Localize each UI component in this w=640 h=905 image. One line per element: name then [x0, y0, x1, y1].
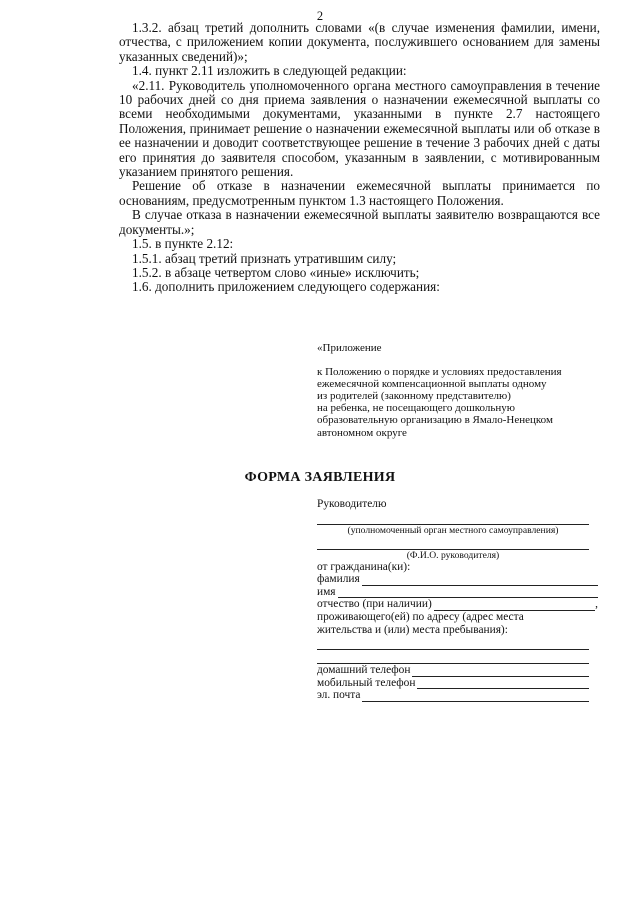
head-fio-field[interactable] [317, 540, 589, 550]
paragraph-1-4: 1.4. пункт 2.11 изложить в следующей редакции: [132, 63, 407, 79]
patronymic-field[interactable] [434, 601, 595, 611]
paragraph-1-3-2: 1.3.2. абзац третий дополнить словами «(в случае изменения фамилии, имени, отчества, с приложением копии документа, послужившего основанием для замены указанных сведений)»; [119, 20, 600, 64]
appendix-line: образовательную организацию в Ямало-Ненецком [317, 414, 553, 427]
home-phone-row [317, 664, 589, 677]
head-fio-caption: (Ф.И.О. руководителя) [406, 549, 500, 561]
appendix-line: к Положению о порядке и условиях предоставления [317, 366, 562, 379]
appendix-line: на ребенка, не посещающего дошкольную [317, 402, 515, 415]
address-field-2[interactable] [317, 654, 589, 664]
mobile-phone-row [317, 677, 589, 690]
appendix-line: ежемесячной компенсационной выплаты одному [317, 378, 547, 391]
appendix-line: из родителей (законному представителю) [317, 390, 511, 403]
patronymic-row: отчество (при наличии) , [317, 598, 598, 611]
paragraph-refusal-return: В случае отказа в назначении ежемесячной выплаты заявителю возвращаются все документы.»; [119, 207, 600, 237]
from-label: от гражданина(ки): [317, 560, 411, 573]
mobile-phone-field[interactable] [417, 679, 589, 689]
paragraph-1-5-1: 1.5.1. абзац третий признать утратившим силу; [132, 250, 397, 266]
name-field[interactable] [338, 588, 598, 598]
email-label: эл. почта [317, 689, 361, 702]
home-phone-label: домашний телефон [317, 664, 411, 677]
addressee-row [317, 498, 598, 511]
name-label: имя [317, 585, 336, 598]
from-row [317, 561, 598, 574]
organ-field[interactable] [317, 515, 589, 525]
paragraph-1-5-2: 1.5.2. в абзаце четвертом слово «иные» исключить; [132, 264, 420, 280]
paragraph-refusal-decision: Решение об отказе в назначении ежемесячной выплаты принимается по основаниям, предусмотренным пунктом 1.3 настоящего Положения. [119, 178, 600, 208]
paragraph-2-11: «2.11. Руководитель уполномоченного органа местного самоуправления в течение 10 рабочих дней со дня приема заявления о назначении ежемесячной выплаты со всеми необходимыми документами, указанными в пункте 2.7 настоящего Положения, принимает решение о назначении ежемесячной выплаты или об отказе в ее назначении и доводит соответствующее решение в течение 3 рабочих дней с даты его принятия до заявителя способом, указанным в заявлении, с мотивированным указанием принятого решения. [119, 77, 600, 180]
patronymic-label: отчество (при наличии) [317, 598, 432, 611]
surname-field[interactable] [362, 576, 598, 586]
addressee-label: Руководителю [317, 498, 387, 510]
home-phone-field[interactable] [412, 667, 589, 677]
paragraph-1-6: 1.6. дополнить приложением следующего содержания: [132, 279, 440, 295]
mobile-phone-label: мобильный телефон [317, 676, 416, 689]
address-field-1[interactable] [317, 640, 589, 650]
surname-row [317, 573, 598, 586]
page-number: 2 [316, 9, 324, 23]
email-field[interactable] [362, 692, 589, 702]
form-title: ФОРМА ЗАЯВЛЕНИЯ [244, 470, 396, 485]
organ-caption: (уполномоченный орган местного самоуправления) [347, 524, 559, 536]
body-text [119, 21, 600, 295]
email-row [317, 689, 589, 702]
appendix-line: автономном округе [317, 426, 407, 439]
name-row [317, 586, 598, 599]
appendix-header [317, 342, 607, 439]
appendix-heading: «Приложение [317, 342, 382, 354]
paragraph-1-5: 1.5. в пункте 2.12: [132, 236, 234, 252]
application-form [317, 498, 598, 702]
address-intro: проживающего(ей) по адресу (адрес места жительства и (или) места пребывания): [317, 610, 524, 636]
surname-label: фамилия [317, 573, 360, 586]
